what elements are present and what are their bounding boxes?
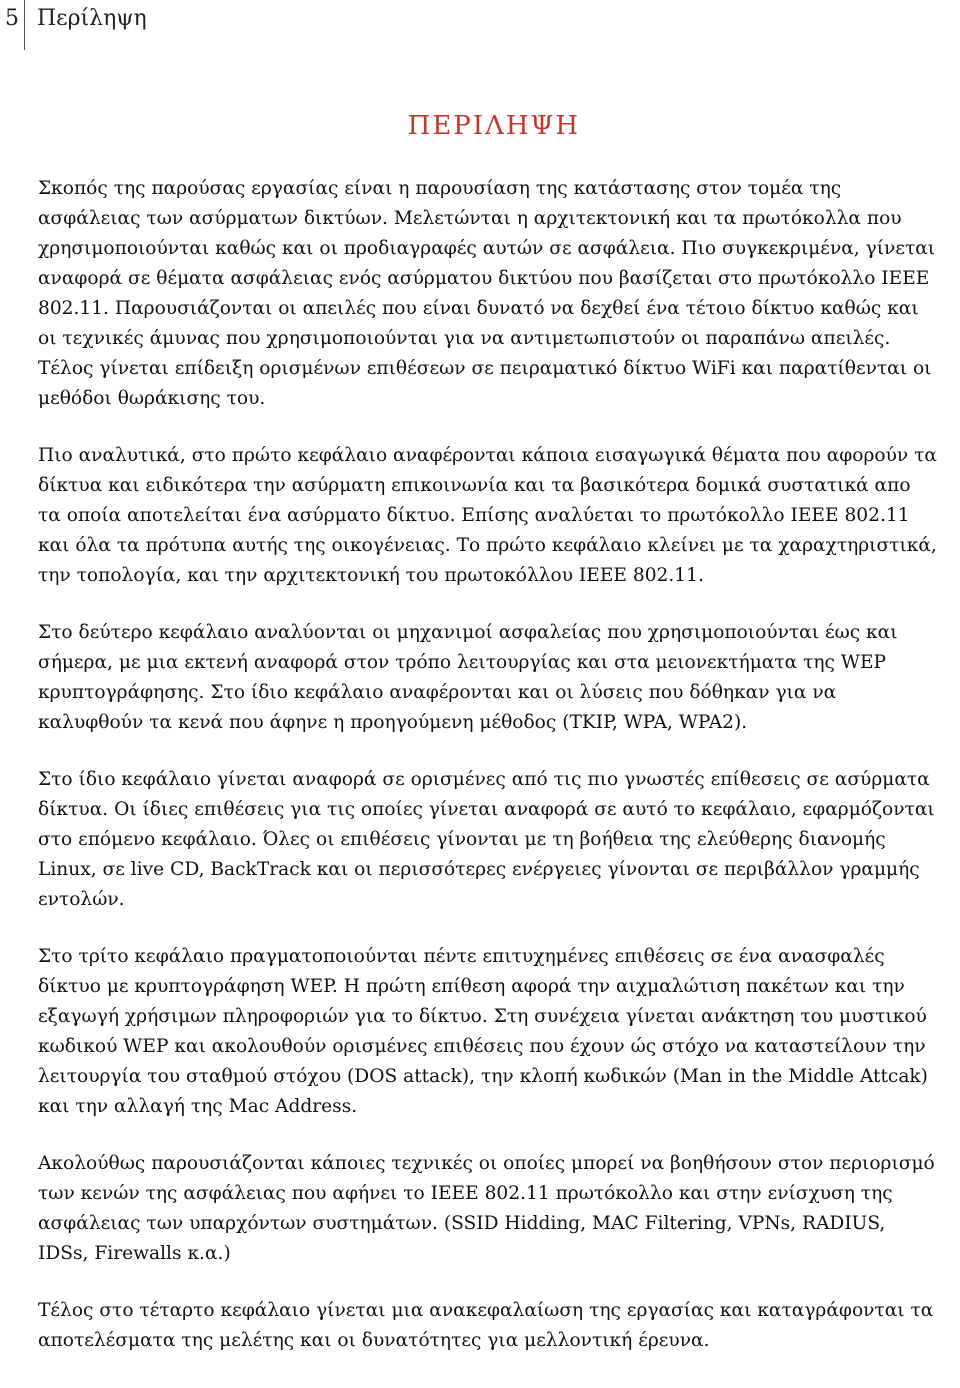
header-divider bbox=[24, 0, 25, 50]
paragraph-chapter-3: Στο τρίτο κεφάλαιο πραγματοποιούνται πέντε επιτυχημένες επιθέσεις σε ένα ανασφαλές δίκτυο με κρυπτογράφηση WEP. Η πρώτη επίθεση αφορά την αιχμαλώτιση πακέτων και την εξαγωγή χρήσιμων πληροφοριών για το δίκτυο. Στη συνέχεια γίνεται ανάκτηση του μυστικού κωδικού WEP και ακολουθούν ορισμένες επιθέσεις που έχουν ώς στόχο να καταστείλουν την λειτουργία του σταθμού στόχου (DOS attack), την κλοπή κωδικών (Man in the Middle Attcak) και την αλλαγή της Mac Address. bbox=[38, 946, 928, 1117]
paragraph-defenses: Ακολούθως παρουσιάζονται κάποιες τεχνικές οι οποίες μπορεί να βοηθήσουν στον περιορισμό των κενών της ασφάλειας που αφήνει το IEEE 802.11 πρωτόκολλο και στην ενίσχυση της ασφάλειας των υπαρχόντων συστημάτων. (SSID Hidding, MAC Filtering, VPNs, RADIUS, IDSs, Firewalls κ.α.) bbox=[38, 1153, 935, 1264]
paragraph-chapter-2: Στο δεύτερο κεφάλαιο αναλύονται οι μηχανιμοί ασφαλείας που χρησιμοποιούνται έως και σήμερα, με μια εκτενή αναφορά στον τρόπο λειτουργίας και στα μειονεκτήματα της WEP κρυπτογράφησης. Στο ίδιο κεφάλαιο αναφέρονται και οι λύσεις που δόθηκαν για να καλυφθούν τα κενά που άφηνε η προηγούμενη μέθοδος (TKIP, WPA, WPA2). bbox=[38, 622, 898, 733]
abstract-body bbox=[38, 174, 938, 1383]
paragraph-chapter-2-attacks: Στο ίδιο κεφάλαιο γίνεται αναφορά σε ορισμένες από τις πιο γνωστές επίθεσεις σε ασύρματα δίκτυα. Οι ίδιες επιθέσεις για τις οποίες γίνεται αναφορά σε αυτό το κεφάλαιο, εφαρμόζονται στο επόμενο κεφάλαιο. Όλες οι επιθέσεις γίνονται με τη βοήθεια της ελεύθερης διανομής Linux, σε live CD, BackTrack και οι περισσότερες ενέργειες γίνονται σε περιβάλλον γραμμής εντολών. bbox=[38, 769, 935, 910]
paragraph-chapter-1: Πιο αναλυτικά, στο πρώτο κεφάλαιο αναφέρονται κάποια εισαγωγικά θέματα που αφορούν τα δίκτυα και ειδικότερα την ασύρματη επικοινωνία και τα βασικότερα δομικά συστατικά απο τα οποία αποτελείται ένα ασύρματο δίκτυο. Επίσης αναλύεται το πρωτόκολλο IEEE 802.11 και όλα τα πρότυπα αυτής της οικογένειας. Το πρώτο κεφάλαιο κλείνει με τα χαραχτηριστικά, την τοπολογία, και την αρχιτεκτονική του πρωτοκόλλου IEEE 802.11. bbox=[38, 445, 937, 586]
page-number: 5 bbox=[5, 6, 19, 31]
paragraph-intro: Σκοπός της παρούσας εργασίας είναι η παρουσίαση της κατάστασης στον τομέα της ασφάλειας των ασύρματων δικτύων. Μελετώνται η αρχιτεκτονική και τα πρωτόκολλα που χρησιμοποιούνται καθώς και οι προδιαγραφές αυτών σε ασφάλεια. Πιο συγκεκριμένα, γίνεται αναφορά σε θέματα ασφάλειας ενός ασύρματου δικτύου που βασίζεται στο πρωτόκολλο IEEE 802.11. Παρουσιάζονται οι απειλές που είναι δυνατό να δεχθεί ένα τέτοιο δίκτυο καθώς και οι τεχνικές άμυνας που χρησιμοποιούνται για να αντιμετωπιστούν οι παραπάνω απειλές. Τέλος γίνεται επίδειξη ορισμένων επιθέσεων σε πειραματικό δίκτυο WiFi και παρατίθενται οι μεθόδοι θωράκισης του. bbox=[38, 178, 936, 409]
running-title: Περίληψη bbox=[37, 6, 147, 31]
page-header bbox=[0, 0, 960, 50]
paragraph-chapter-4: Τέλος στο τέταρτο κεφάλαιο γίνεται μια ανακεφαλαίωση της εργασίας και καταγράφονται τα αποτελέσματα της μελέτης και οι δυνατότητες για μελλοντική έρευνα. bbox=[38, 1300, 934, 1351]
section-title: ΠΕΡΙΛΗΨΗ bbox=[407, 111, 580, 141]
